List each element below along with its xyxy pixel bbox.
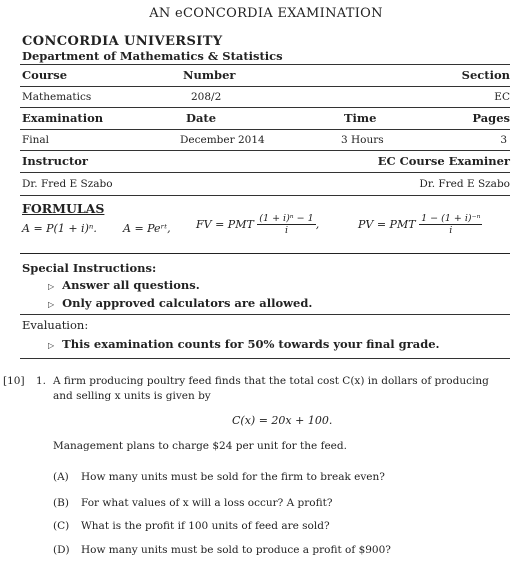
pv-prefix: PV = PMT (358, 218, 416, 231)
instruction-item (48, 296, 312, 310)
part-text: For what values of x will a loss occur? A profit? (81, 497, 333, 509)
pages-label: Pages (472, 111, 510, 125)
examiner-label: EC Course Examiner (377, 154, 510, 168)
formula-future-value: FV = PMT $\frac{\text{(1 + i)ⁿ − 1}}{i}$ , (196, 213, 320, 236)
department-name: Department of Mathematics & Statistics (22, 49, 283, 63)
section-value: EC (494, 91, 510, 103)
instructor-label: Instructor (22, 154, 88, 168)
divider (20, 86, 510, 87)
question-part (53, 544, 391, 556)
evaluation-item (48, 337, 440, 351)
evaluation-text: This examination counts for 50% towards your final grade. (62, 337, 440, 351)
divider (20, 150, 510, 151)
triangle-bullet-icon: ▷ (48, 341, 55, 350)
divider (20, 64, 510, 65)
question-text-line1: A firm producing poultry feed finds that the total cost C(x) in dollars of producing (53, 375, 489, 387)
pv-fraction (419, 213, 482, 236)
instruction-text: Only approved calculators are allowed. (62, 296, 313, 310)
formula-continuous: A = Peʳᵗ, (123, 222, 171, 235)
fv-fraction (257, 213, 315, 236)
part-label: (A) (53, 471, 69, 483)
formulas-heading: FORMULAS (22, 201, 105, 216)
evaluation-heading: Evaluation: (22, 318, 89, 332)
time-label: Time (344, 111, 377, 125)
question-text-line2: and selling x units is given by (53, 390, 211, 402)
special-instructions-heading: Special Instructions: (22, 261, 157, 275)
instruction-item (48, 278, 200, 292)
course-value: Mathematics (22, 91, 92, 103)
divider (20, 172, 510, 173)
pv-numerator: 1 − (1 + i)⁻ⁿ (421, 213, 481, 224)
fv-denominator: i (284, 225, 289, 236)
fv-prefix: FV = PMT (196, 218, 254, 231)
pv-denominator: i (449, 225, 453, 236)
instruction-text: Answer all questions. (62, 278, 200, 292)
part-label: (B) (53, 497, 69, 509)
course-label: Course (22, 68, 68, 82)
divider (20, 358, 510, 359)
divider (20, 129, 510, 130)
formula-compound-interest: A = P(1 + i)ⁿ. (22, 222, 97, 235)
fv-numerator: (1 + i)ⁿ − 1 (259, 213, 314, 224)
time-value: 3 Hours (341, 134, 384, 146)
question-part (53, 497, 332, 509)
number-label: Number (183, 68, 236, 82)
instructor-value: Dr. Fred E Szabo (22, 178, 113, 190)
divider (20, 253, 510, 254)
part-text: What is the profit if 100 units of feed are sold? (81, 520, 330, 532)
part-label: (C) (53, 520, 70, 532)
divider (20, 107, 510, 108)
part-text: How many units must be sold for the firm to break even? (81, 471, 385, 483)
date-value: December 2014 (180, 134, 265, 146)
pages-value: 3 (500, 134, 507, 146)
divider (20, 195, 510, 196)
exam-value: Final (22, 134, 50, 146)
date-label: Date (186, 111, 217, 125)
question-part (53, 520, 330, 532)
exam-label: Examination (22, 111, 104, 125)
management-text: Management plans to charge $24 per unit for the feed. (53, 440, 347, 452)
number-value: 208/2 (191, 91, 222, 103)
exam-title: AN eCONCORDIA EXAMINATION (149, 6, 383, 21)
question-marks: [10] (3, 375, 25, 387)
cost-equation: C(x) = 20x + 100. (232, 414, 333, 427)
university-name: CONCORDIA UNIVERSITY (22, 34, 223, 49)
examiner-value: Dr. Fred E Szabo (419, 178, 510, 190)
triangle-bullet-icon: ▷ (48, 300, 55, 309)
formula-present-value (358, 213, 482, 236)
divider (20, 314, 510, 315)
part-label: (D) (53, 544, 70, 556)
part-text: How many units must be sold to produce a profit of $900? (81, 544, 391, 556)
triangle-bullet-icon: ▷ (48, 282, 55, 291)
section-label: Section (461, 68, 510, 82)
question-number: 1. (36, 375, 47, 387)
question-part (53, 471, 385, 483)
